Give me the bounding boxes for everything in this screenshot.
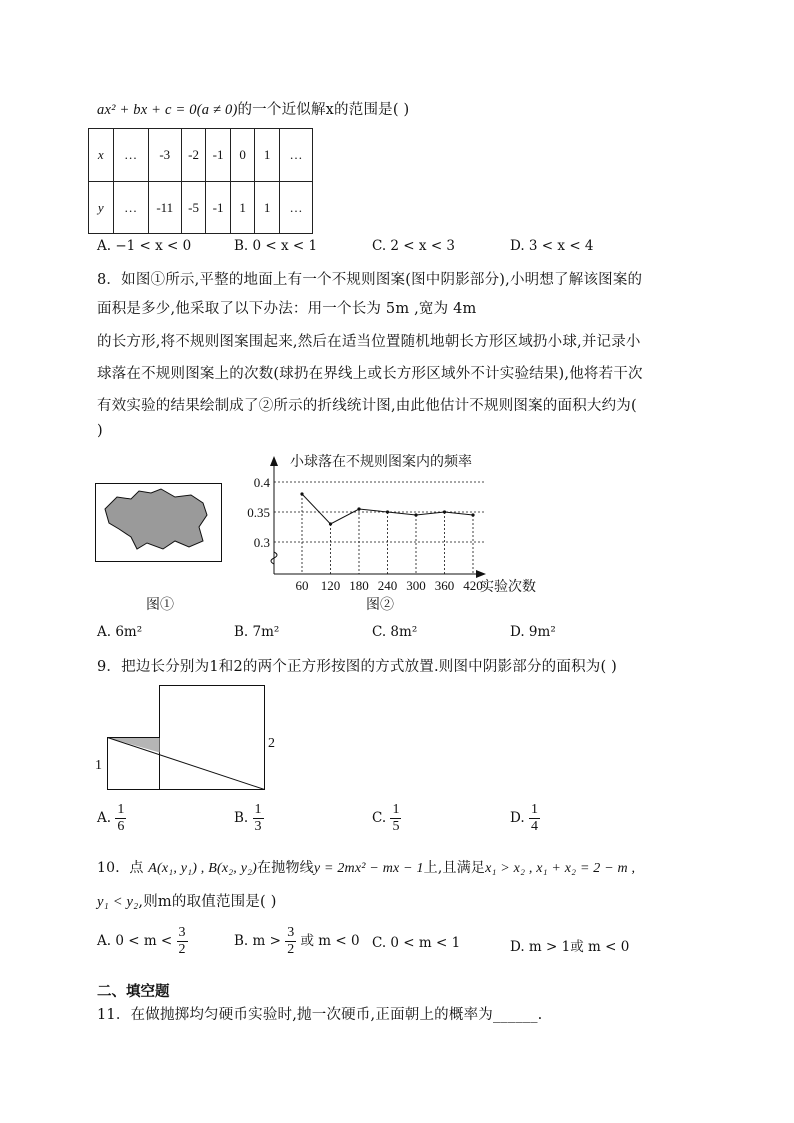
q9-option-a[interactable] (97, 802, 126, 835)
option-letter: C. (372, 810, 387, 827)
q10-option-c[interactable]: C. 0 < m < 1 (372, 935, 461, 951)
q8-option-c[interactable]: C. 8m² (372, 624, 418, 640)
diagonal-line (108, 738, 265, 790)
q8-line-4: 球落在不规则图案上的次数(球扔在界线上或长方形区域外不计实验结果),他将若干次 (97, 366, 643, 382)
numerator: 1 (390, 802, 401, 819)
table-cell: … (279, 129, 312, 182)
data-point (386, 510, 389, 513)
data-point (471, 513, 474, 516)
table-cell: … (113, 129, 148, 182)
q8-option-d[interactable]: D. 9m² (510, 624, 556, 640)
q8-option-a[interactable]: A. 6m² (97, 624, 143, 640)
y-tick-label: 0.35 (247, 505, 270, 520)
option-text: A. 0 < m < (97, 933, 173, 950)
q7-option-d[interactable]: D. 3 < x < 4 (510, 238, 594, 254)
x-tick-label: 120 (320, 578, 341, 593)
q10-parabola: y = 2mx² − mx − 1 (313, 861, 424, 876)
table-cell: … (113, 182, 148, 234)
y-tick-label: 0.3 (253, 535, 270, 550)
large-square (160, 686, 265, 790)
q8-line-5: 有效实验的结果绘制成了②所示的折线统计图,由此他估计不规则图案的面积大约为( (97, 398, 637, 414)
option-text: B. m > (234, 933, 281, 950)
fraction (177, 925, 188, 958)
q10-prefix: 10．点 (97, 860, 149, 876)
x-tick-label: 60 (295, 578, 309, 593)
numerator: 1 (115, 802, 126, 819)
y-tick-label: 0.4 (253, 475, 270, 490)
q10-line-2-text: ,则m的取值范围是( ) (138, 894, 277, 910)
q9-option-d[interactable] (510, 802, 540, 835)
q10-inequality: y₁ < y₂ (97, 894, 139, 910)
x-tick-label: 180 (349, 578, 369, 593)
q7-option-a[interactable]: A. −1 < x < 0 (97, 238, 192, 254)
denominator: 5 (392, 819, 400, 835)
q9-option-c[interactable] (372, 802, 401, 835)
q10-points: A(x₁, y₁) , B(x₂, y₂) (148, 861, 258, 876)
denominator: 6 (117, 819, 125, 835)
q10-condition: x₁ > x₂ , x₁ + x₂ = 2 − m , (485, 861, 636, 876)
x-tick-label: 420 (463, 578, 483, 593)
q11-stem: 11．在做抛掷均匀硬币实验时,抛一次硬币,正面朝上的概率为______. (97, 1007, 543, 1023)
q7-option-b[interactable]: B. 0 < x < 1 (234, 238, 318, 254)
table-row-x (89, 129, 313, 182)
denominator: 4 (530, 819, 538, 835)
option-text-suffix: 或 m < 0 (300, 933, 360, 950)
q8-option-b[interactable]: B. 7m² (234, 624, 280, 640)
table-header-y: y (89, 182, 114, 234)
table-header-x: x (89, 129, 114, 182)
q7-equation: ax² + bx + c = 0(a ≠ 0) (97, 102, 238, 118)
table-cell: -3 (148, 129, 181, 182)
denominator: 2 (287, 942, 295, 958)
fraction (529, 802, 540, 835)
q8-figure-2-line-chart (240, 448, 560, 600)
q9-stem: 9．把边长分别为1和2的两个正方形按图的方式放置.则图中阴影部分的面积为( ) (97, 659, 618, 675)
x-tick-label: 240 (377, 578, 398, 593)
q8-figure-1-caption: 图① (146, 597, 174, 613)
q8-figure-1-irregular-pattern (95, 483, 223, 563)
numerator: 3 (285, 925, 296, 942)
x-tick-label: 300 (406, 578, 426, 593)
fraction (285, 925, 296, 958)
x-axis-label: 实验次数 (480, 579, 536, 595)
q10-option-d[interactable]: D. m > 1或 m < 0 (510, 939, 630, 955)
denominator: 2 (178, 942, 186, 958)
q7-stem (97, 98, 409, 119)
table-cell: 0 (230, 129, 255, 182)
numerator: 1 (253, 802, 264, 819)
q7-value-table (88, 128, 313, 234)
data-point (357, 507, 360, 510)
q8-line-1: 8．如图①所示,平整的地面上有一个不规则图案(图中阴影部分),小明想了解该图案的 (97, 272, 643, 288)
q8-line-3: 的长方形,将不规则图案围起来,然后在适当位置随机地朝长方形区域扔小球,并记录小 (97, 334, 641, 350)
table-cell: 1 (230, 182, 255, 234)
data-point (443, 510, 446, 513)
chart-title: 小球落在不规则图案内的频率 (290, 454, 472, 470)
q7-stem-text: 的一个近似解x的范围是( ) (237, 102, 410, 118)
data-point (414, 513, 417, 516)
table-cell: -5 (181, 182, 206, 234)
table-cell: 1 (255, 129, 280, 182)
q8-figure-2-caption: 图② (366, 597, 394, 613)
data-point (300, 492, 303, 495)
q10-line-1 (97, 857, 635, 877)
series-line (302, 494, 473, 524)
table-row-y (89, 182, 313, 234)
q10-text-2: 上,且满足 (423, 860, 486, 876)
option-letter: B. (234, 810, 249, 827)
numerator: 1 (529, 802, 540, 819)
fraction (115, 802, 126, 835)
q7-option-c[interactable]: C. 2 < x < 3 (372, 238, 456, 254)
q8-line-2: 面积是多少,他采取了以下办法：用一个长为 5m ,宽为 4m (97, 301, 477, 317)
q9-label-large-side: 2 (268, 736, 275, 751)
option-letter: D. (510, 810, 525, 827)
table-cell: … (279, 182, 312, 234)
option-letter: A. (97, 810, 112, 827)
data-point (329, 522, 332, 525)
table-cell: -1 (206, 182, 231, 234)
q10-line-2 (97, 890, 277, 911)
q9-option-b[interactable] (234, 802, 264, 835)
x-axis-arrow (476, 570, 486, 578)
q10-text-1: 在抛物线 (257, 860, 314, 876)
fraction (253, 802, 264, 835)
q8-line-6: ) (97, 423, 103, 439)
q9-squares-figure (100, 682, 280, 792)
q9-label-small-side: 1 (95, 758, 102, 773)
fraction (390, 802, 401, 835)
table-cell: 1 (255, 182, 280, 234)
table-cell: -11 (148, 182, 181, 234)
table-cell: -2 (181, 129, 206, 182)
q10-option-a[interactable] (97, 925, 188, 958)
table-cell: -1 (206, 129, 231, 182)
x-tick-label: 360 (434, 578, 455, 593)
section-heading-fill-in: 二、填空题 (97, 984, 170, 1000)
q10-option-b[interactable] (234, 925, 360, 958)
numerator: 3 (177, 925, 188, 942)
y-axis-arrow (270, 456, 278, 466)
denominator: 3 (254, 819, 262, 835)
